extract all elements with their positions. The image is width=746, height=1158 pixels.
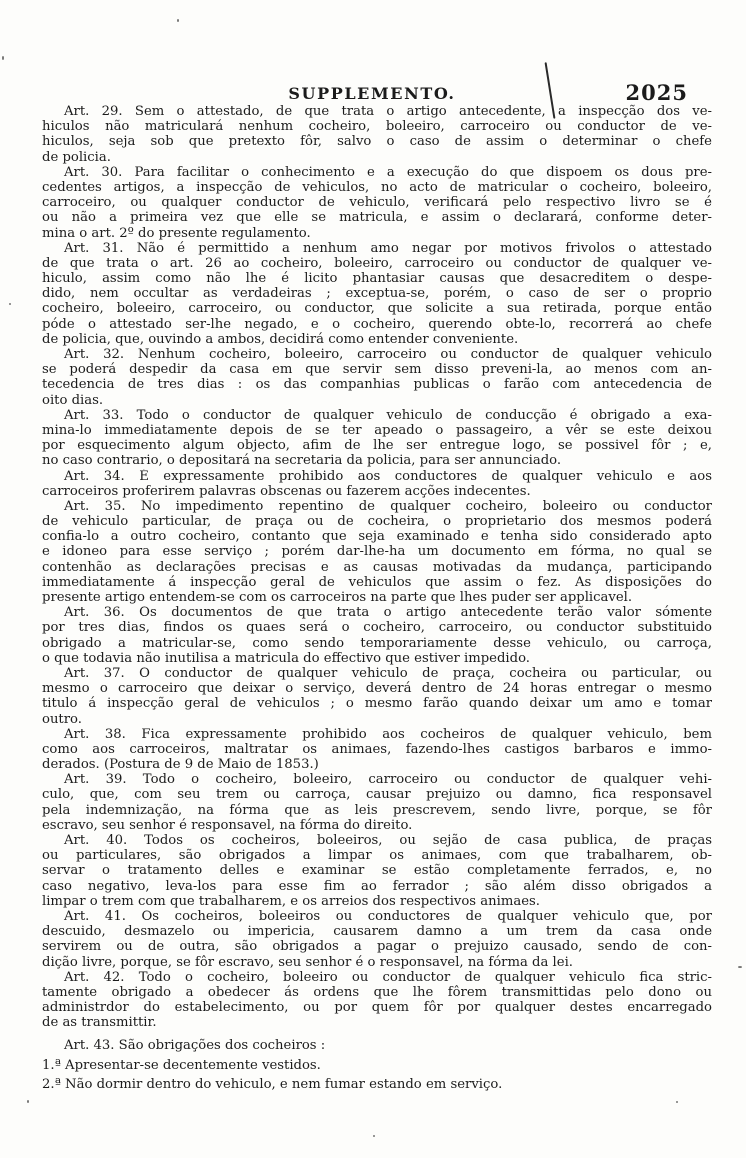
text-line: Art. 33. Todo o conductor de qualquer vehiculo de conducção é obrigado a exa- xyxy=(64,407,712,423)
text-line: descuido, desmazelo ou impericia, causarem damno a um trem da casa onde xyxy=(42,924,712,940)
page-number: 2025 xyxy=(625,80,688,105)
text-line: ou não a primeira vez que elle se matricula, e assim o declarará, conforme deter- xyxy=(42,210,712,226)
text-line: Art. 40. Todos os cocheiros, boleeiros, ou sejão de casa publica, de praças xyxy=(64,833,712,848)
article-paragraph xyxy=(42,970,712,1031)
ink-speck xyxy=(9,303,11,305)
text-line: oito dias. xyxy=(42,392,104,408)
text-line: cocheiro, boleeiro, carroceiro, ou conductor, que solicite a sua retirada, porque então xyxy=(42,301,712,317)
text-line: Art. 32. Nenhum cocheiro, boleeiro, carroceiro ou conductor de qualquer vehiculo xyxy=(64,347,712,362)
article-paragraph xyxy=(42,727,712,773)
text-line: Art. 41. Os cocheiros, boleeiros ou conductores de qualquer vehiculo que, por xyxy=(64,908,712,924)
text-line: escravo, seu senhor é responsavel, na fórma do direito. xyxy=(42,817,413,833)
page-header xyxy=(42,82,712,104)
article-paragraph xyxy=(42,772,712,833)
text-line: confia-lo a outro cocheiro, contanto que seja examinado e tenha sido considerado apto xyxy=(42,529,712,545)
article-paragraph xyxy=(42,469,712,499)
text-line: presente artigo entendem-se com os carroceiros na parte que lhes puder ser applicavel. xyxy=(42,590,633,605)
ink-speck xyxy=(177,19,179,22)
text-line: Art. 38. Fica expressamente prohibido aos cocheiros de qualquer vehiculo, bem xyxy=(64,726,712,742)
ink-speck xyxy=(373,1135,375,1137)
text-line: immediatamente á inspecção geral de vehiculos que assim o fez. As disposições do xyxy=(42,574,712,590)
text-line: Art. 36. Os documentos de que trata o artigo antecedente terão valor sómente xyxy=(64,605,712,621)
text-line: por tres dias, findos os quaes será o cocheiro, carroceiro, ou conductor substituido xyxy=(42,620,712,636)
text-line: cedentes artigos, a inspecção de vehiculos, no acto de matricular o cocheiro, boleeiro, xyxy=(42,179,712,195)
article-paragraph xyxy=(42,499,712,605)
text-line: de que trata o art. 26 ao cocheiro, boleeiro, carroceiro ou conductor de qualquer ve- xyxy=(42,255,712,271)
text-line: derados. (Postura de 9 de Maio de 1853.) xyxy=(42,757,319,773)
text-line: dido, nem occultar as verdadeiras ; exceptua-se, porém, o caso de ser o proprio xyxy=(42,286,712,302)
text-line: Art. 34. É expressamente prohibido aos conductores de qualquer vehiculo e aos xyxy=(64,468,712,484)
text-line: o que todavia não inutilisa a matricula do effectivo que estiver impedido. xyxy=(42,650,530,666)
text-line: hiculos, seja sob que pretexto fôr, salvo o caso de assim o determinar o chefe xyxy=(42,134,712,150)
article-paragraph xyxy=(42,408,712,469)
text-line: mina o art. 2º do presente regulamento. xyxy=(42,225,311,241)
text-line: servar o tratamento delles e examinar se estão completamente ferrados, e, no xyxy=(42,863,712,879)
text-line: titulo á inspecção geral de vehiculos ; o mesmo farão quando deixar um amo e tomar xyxy=(42,696,712,712)
text-line: servirem ou de outra, são obrigados a pagar o prejuizo causado, sendo de con- xyxy=(42,939,712,955)
text-line: carroceiros proferirem palavras obscenas ou fazerem acções indecentes. xyxy=(42,483,531,499)
text-line: Art. 43. São obrigações dos cocheiros : xyxy=(64,1038,326,1054)
text-line: dição livre, porque, se fôr escravo, seu senhor é o responsavel, na fórma da lei. xyxy=(42,954,573,970)
text-line: Art. 35. No impedimento repentino de qualquer cocheiro, boleeiro ou conductor xyxy=(64,498,712,514)
text-line: Art. 29. Sem o attestado, de que trata o artigo antecedente, a inspecção dos ve- xyxy=(64,104,712,119)
text-line: pela indemnização, na fórma que as leis prescrevem, sendo livre, porque, se fôr xyxy=(42,802,712,818)
article-paragraph xyxy=(42,104,712,165)
obligation-item xyxy=(42,1077,712,1092)
text-line: hiculo, assim como não lhe é licito phantasiar causas que desacreditem o despe- xyxy=(42,271,712,287)
page-title: SUPPLEMENTO. xyxy=(288,84,456,103)
text-line: mesmo o carroceiro que deixar o serviço, deverá dentro de 24 horas entregar o mesmo xyxy=(42,681,712,697)
text-line: mina-lo immediatamente depois de se ter apeado o passageiro, a vêr se este deixou xyxy=(42,422,712,438)
article-paragraph xyxy=(42,347,712,408)
text-line: Art. 42. Todo o cocheiro, boleeiro ou conductor de qualquer vehiculo fica stric- xyxy=(64,969,712,985)
article-paragraph xyxy=(42,1038,712,1053)
text-line: carroceiro, ou qualquer conductor de vehiculo, verificará pelo respectivo livro se é xyxy=(42,195,712,211)
text-line: de as transmittir. xyxy=(42,1015,157,1031)
article-paragraph xyxy=(42,833,712,909)
obligation-item xyxy=(42,1058,712,1073)
text-line: tamente obrigado a obedecer ás ordens que lhe fôrem transmittidas pelo dono ou xyxy=(42,984,712,1000)
text-line: Art. 31. Não é permittido a nenhum amo negar por motivos frivolos o attestado xyxy=(64,240,712,256)
text-line: póde o attestado ser-lhe negado, e o cocheiro, querendo obte-lo, recorrerá ao chefe xyxy=(42,316,712,332)
article-paragraph xyxy=(42,605,712,666)
ink-speck xyxy=(2,56,4,60)
text-line: Art. 37. O conductor de qualquer vehiculo de praça, cocheira ou particular, ou xyxy=(64,665,712,681)
text-line: e idoneo para esse serviço ; porém dar-lhe-ha um documento em fórma, no qual se xyxy=(42,544,712,560)
text-line: hiculos não matriculará nenhum cocheiro, boleeiro, carroceiro ou conductor de ve- xyxy=(42,119,712,135)
text-line: Art. 39. Todo o cocheiro, boleeiro, carroceiro ou conductor de qualquer vehi- xyxy=(64,772,712,788)
ink-speck xyxy=(27,1100,29,1103)
text-line: no caso contrario, o depositará na secretaria da policia, para ser annunciado. xyxy=(42,453,562,469)
text-line: limpar o trem com que trabalharem, e os arreios dos respectivos animaes. xyxy=(42,893,540,909)
text-line: culo, que, com seu trem ou carroça, causar prejuizo ou damno, fica responsavel xyxy=(42,787,712,803)
text-line: tecedencia de tres dias : os das companhias publicas o farão com antecedencia de xyxy=(42,377,712,393)
text-line: de policia. xyxy=(42,149,111,165)
ink-speck xyxy=(738,966,742,968)
text-line: como aos carroceiros, maltratar os animaes, fazendo-lhes castigos barbaros e immo- xyxy=(42,741,712,757)
article-paragraph xyxy=(42,909,712,970)
article-paragraph xyxy=(42,666,712,727)
text-line: outro. xyxy=(42,711,82,727)
text-line: 2.ª Não dormir dentro do vehiculo, e nem fumar estando em serviço. xyxy=(42,1076,503,1092)
text-line: contenhão as declarações precisas e as causas motivadas da mudança, participando xyxy=(42,559,712,575)
text-line: 1.ª Apresentar-se decentemente vestidos. xyxy=(42,1057,321,1073)
text-line: Art. 30. Para facilitar o conhecimento e a execução do que dispoem os dous pre- xyxy=(64,164,712,180)
text-line: administrdor do estabelecimento, ou por quem fôr por qualquer destes encarregado xyxy=(42,1000,712,1016)
text-line: se poderá despedir da casa em que servir sem disso preveni-la, ao menos com an- xyxy=(42,362,712,378)
article-paragraph xyxy=(42,241,712,347)
article-paragraph xyxy=(42,165,712,241)
text-line: por esquecimento algum objecto, afim de lhe ser entregue logo, se possivel fôr ; e, xyxy=(42,438,712,454)
text-line: ou particulares, são obrigados a limpar os animaes, com que trabalharem, ob- xyxy=(42,848,712,864)
ink-speck xyxy=(676,1101,678,1103)
text-line: caso negativo, leva-los para esse fim ao ferrador ; são além disso obrigados a xyxy=(42,878,712,894)
document-body xyxy=(42,104,712,1092)
text-line: obrigado a matricular-se, como sendo temporariamente desse vehiculo, ou carroça, xyxy=(42,635,712,651)
text-line: de vehiculo particular, de praça ou de cocheira, o proprietario dos mesmos poderá xyxy=(42,514,712,530)
text-line: de policia, que, ouvindo a ambos, decidirá como entender conveniente. xyxy=(42,331,519,347)
